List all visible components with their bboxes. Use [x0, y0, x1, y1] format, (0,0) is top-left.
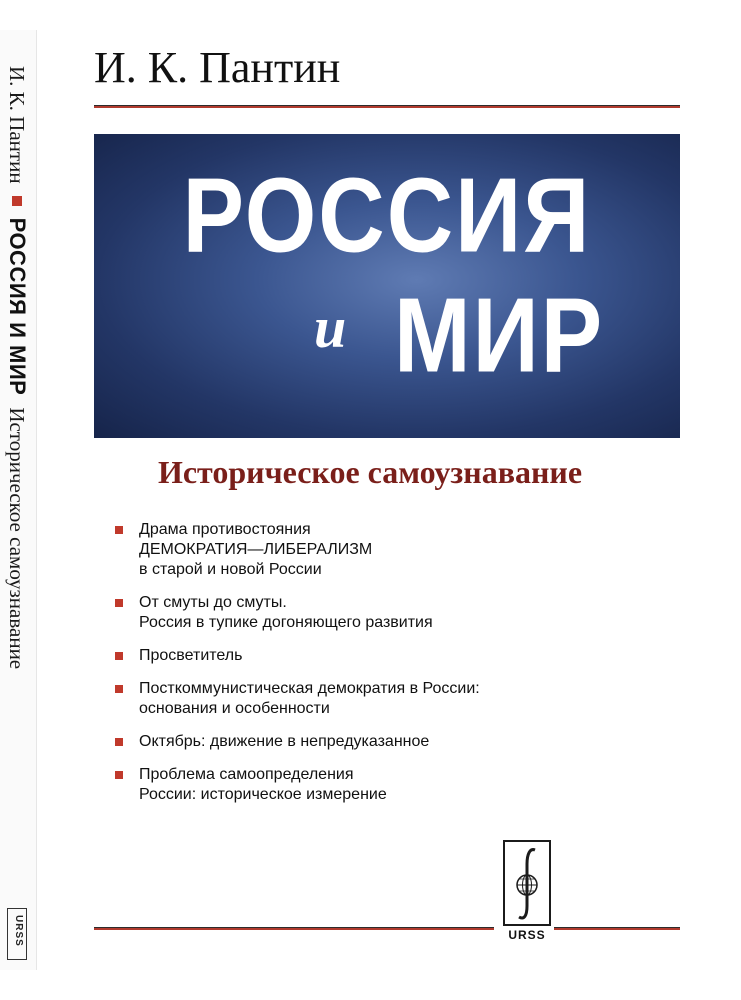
spine-text-group	[4, 66, 30, 669]
bottom-divider-right	[554, 927, 680, 930]
list-item-line: России: историческое измерение	[139, 786, 387, 803]
list-item-line: ДЕМОКРАТИЯ—ЛИБЕРАЛИЗМ	[139, 541, 373, 558]
top-divider	[94, 105, 680, 108]
list-item-line: Посткоммунистическая демократия в России:	[139, 680, 480, 697]
red-square-bullet-icon	[115, 652, 123, 660]
contents-list	[115, 520, 655, 818]
cover-author: И. К. Пантин	[94, 43, 341, 92]
spine-title: РОССИЯ И МИР	[5, 217, 30, 396]
title-conjunction: и	[314, 295, 347, 360]
book-spine	[0, 30, 37, 970]
bottom-divider-left	[94, 927, 494, 930]
spine-subtitle: Историческое самоузнавание	[5, 407, 30, 670]
list-item	[115, 593, 655, 633]
logo-frame	[503, 840, 551, 926]
integral-symbol-icon	[505, 842, 549, 924]
list-item	[115, 520, 655, 580]
list-item-line: Драма противостояния	[139, 521, 311, 538]
list-item-line: Проблема самоопределения	[139, 766, 354, 783]
red-square-bullet-icon	[115, 526, 123, 534]
list-item-line: От смуты до смуты.	[139, 594, 287, 611]
title-line-1: РОССИЯ	[182, 157, 592, 275]
publisher-name: URSS	[508, 928, 546, 942]
list-item-line: в старой и новой России	[139, 561, 322, 578]
spine-publisher-text: URSS	[13, 915, 24, 947]
list-item	[115, 765, 655, 805]
list-item-line: основания и особенности	[139, 700, 330, 717]
red-square-bullet-icon	[115, 738, 123, 746]
list-item-line: Россия в тупике догоняющего развития	[139, 614, 433, 631]
spine-author: И. К. Пантин	[5, 66, 30, 184]
front-cover	[60, 30, 720, 970]
title-line-2: МИР	[394, 277, 605, 395]
title-banner	[94, 134, 680, 438]
cover-subtitle: Историческое самоузнавание	[157, 454, 583, 490]
spine-publisher-logo-icon	[7, 908, 27, 960]
list-item	[115, 679, 655, 719]
spine-separator-icon	[12, 196, 22, 206]
red-square-bullet-icon	[115, 685, 123, 693]
red-square-bullet-icon	[115, 771, 123, 779]
integral-globe-logo-icon	[503, 840, 549, 940]
red-square-bullet-icon	[115, 599, 123, 607]
list-item-line: Просветитель	[139, 647, 243, 664]
list-item	[115, 646, 655, 666]
list-item	[115, 732, 655, 752]
list-item-line: Октябрь: движение в непредуказанное	[139, 733, 430, 750]
